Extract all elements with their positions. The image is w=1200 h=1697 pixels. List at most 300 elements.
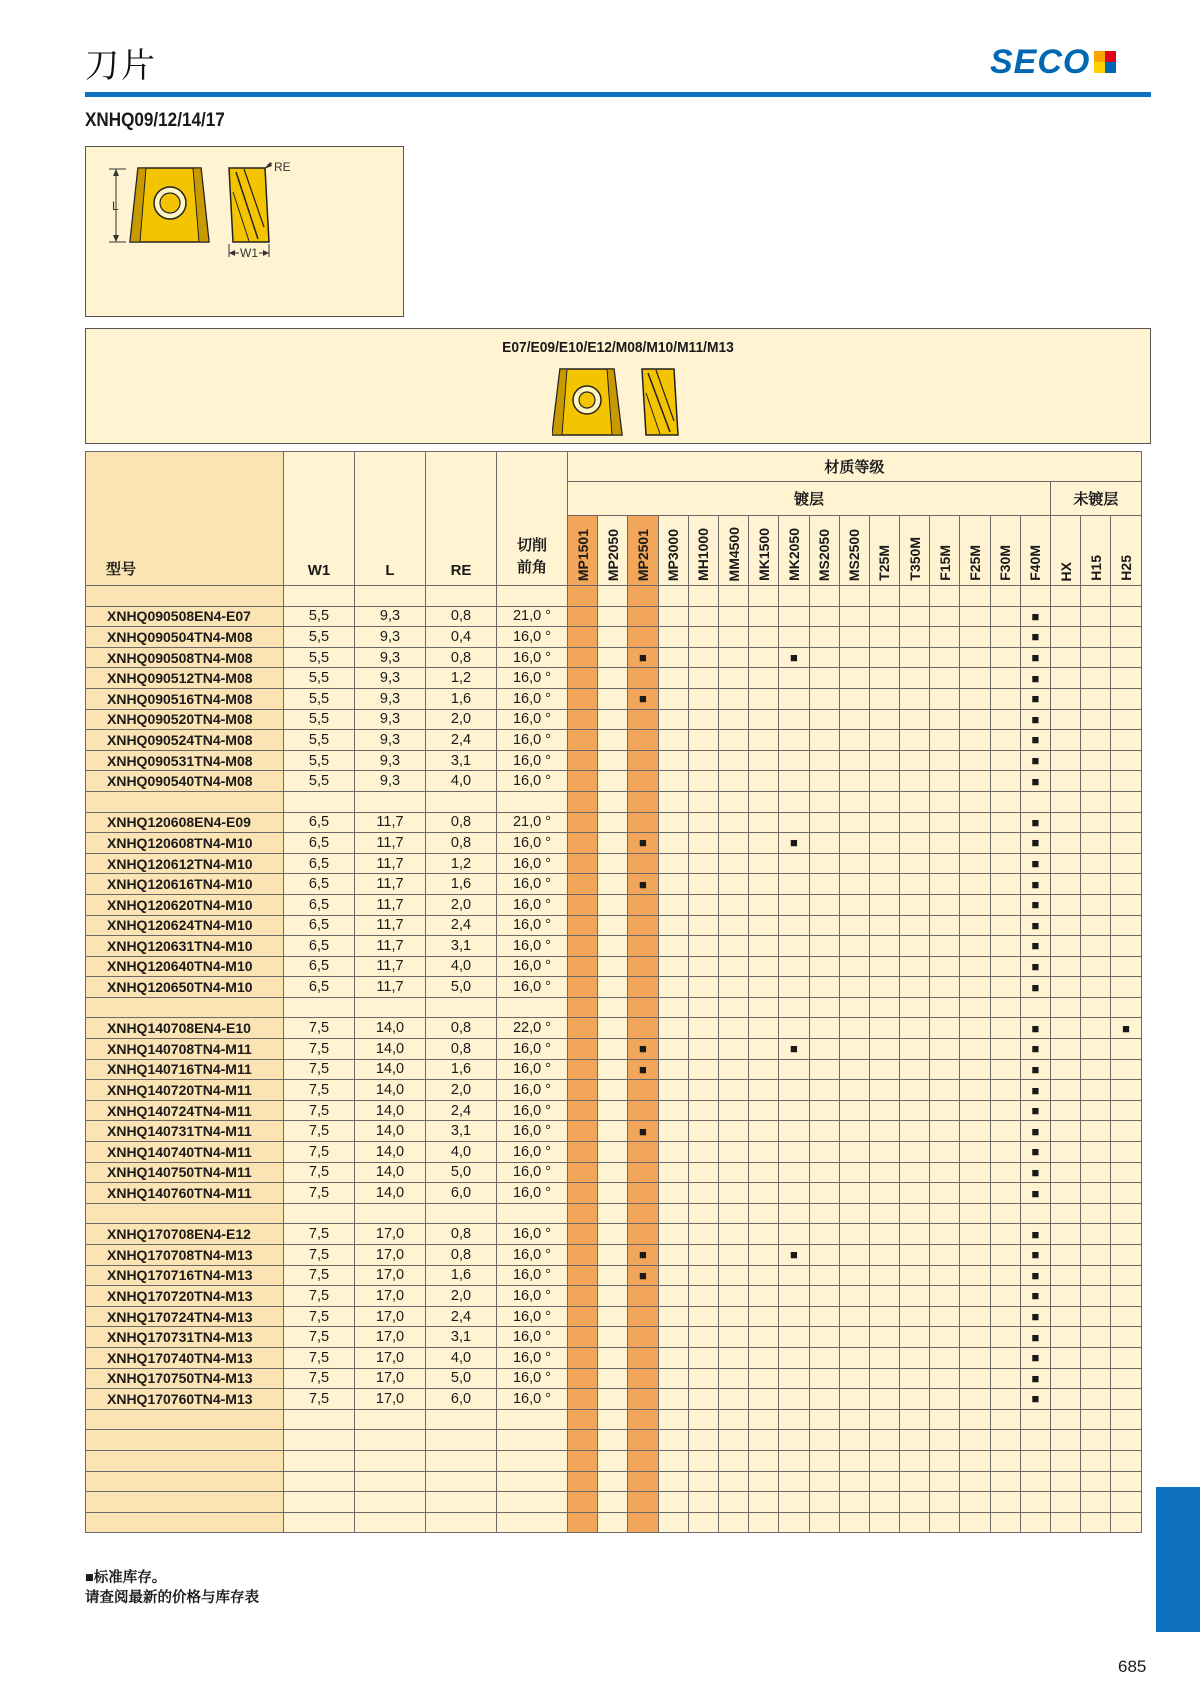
grade-cell xyxy=(900,1327,930,1348)
grade-cell xyxy=(568,915,598,936)
cell-model: XNHQ170731TN4-M13 xyxy=(86,1327,284,1348)
grade-cell xyxy=(990,647,1020,668)
grade-cell xyxy=(1051,606,1081,627)
grade-cell xyxy=(990,956,1020,977)
grade-cell xyxy=(930,771,960,792)
grade-cell xyxy=(628,1430,658,1451)
grade-cell xyxy=(779,1471,809,1492)
cell-model: XNHQ140708TN4-M11 xyxy=(86,1039,284,1060)
grade-cell xyxy=(779,1450,809,1471)
grade-cell xyxy=(900,1430,930,1451)
insert-grade-table xyxy=(85,451,1142,1533)
grade-cell xyxy=(1051,997,1081,1018)
cell-l: 17,0 xyxy=(355,1368,426,1389)
grade-cell xyxy=(568,688,598,709)
grade-cell xyxy=(749,874,779,895)
cell-l: 17,0 xyxy=(355,1265,426,1286)
grade-cell xyxy=(749,1245,779,1266)
grade-cell xyxy=(718,1059,748,1080)
stock-marker-mp2501: ■ xyxy=(628,1039,658,1060)
grade-cell xyxy=(688,1018,718,1039)
grade-cell xyxy=(839,1347,869,1368)
grade-cell xyxy=(688,586,718,607)
grade-cell xyxy=(598,1265,628,1286)
grade-cell xyxy=(658,997,688,1018)
grade-cell xyxy=(1111,1203,1141,1224)
grade-cell xyxy=(1051,1389,1081,1410)
grade-cell xyxy=(809,606,839,627)
grade-cell xyxy=(869,1368,899,1389)
grade-cell xyxy=(1051,1142,1081,1163)
grade-cell xyxy=(1020,1512,1050,1533)
grade-cell xyxy=(628,668,658,689)
grade-cell xyxy=(900,977,930,998)
grade-cell xyxy=(839,688,869,709)
cell-re: 2,0 xyxy=(426,1080,497,1101)
grade-cell xyxy=(688,1471,718,1492)
grade-cell xyxy=(839,915,869,936)
cell-model: XNHQ120608TN4-M10 xyxy=(86,833,284,854)
grade-cell xyxy=(688,1080,718,1101)
grade-cell xyxy=(598,977,628,998)
grade-cell xyxy=(718,1306,748,1327)
cell-empty xyxy=(497,791,568,812)
grade-cell xyxy=(1051,1224,1081,1245)
stock-marker-f40m: ■ xyxy=(1020,1327,1050,1348)
grade-cell xyxy=(1111,977,1141,998)
table-row xyxy=(86,1183,1142,1204)
grade-cell xyxy=(1081,586,1111,607)
grade-cell xyxy=(990,606,1020,627)
table-row xyxy=(86,606,1142,627)
grade-cell xyxy=(839,1389,869,1410)
stock-marker-f40m: ■ xyxy=(1020,750,1050,771)
grade-cell xyxy=(628,1183,658,1204)
grade-cell xyxy=(1081,1203,1111,1224)
grade-cell xyxy=(1020,1450,1050,1471)
grade-cell xyxy=(658,688,688,709)
cell-w1: 7,5 xyxy=(284,1100,355,1121)
grade-cell xyxy=(749,997,779,1018)
grade-cell xyxy=(749,627,779,648)
grade-cell xyxy=(930,688,960,709)
cell-l: 9,3 xyxy=(355,688,426,709)
grade-cell xyxy=(930,833,960,854)
cell-model: XNHQ090504TN4-M08 xyxy=(86,627,284,648)
grade-cell xyxy=(809,1162,839,1183)
stock-marker-f40m: ■ xyxy=(1020,606,1050,627)
grade-cell xyxy=(900,647,930,668)
grade-cell xyxy=(598,647,628,668)
grade-cell xyxy=(809,1327,839,1348)
grade-cell xyxy=(718,956,748,977)
grade-cell xyxy=(628,1512,658,1533)
grade-cell xyxy=(749,1389,779,1410)
grade-cell xyxy=(869,853,899,874)
grade-cell xyxy=(718,1347,748,1368)
grade-cell xyxy=(1081,812,1111,833)
cell-angle: 16,0 ° xyxy=(497,1121,568,1142)
stock-marker-f40m: ■ xyxy=(1020,1245,1050,1266)
grade-cell xyxy=(1081,956,1111,977)
stock-legend: ■标准库存。 xyxy=(85,1570,167,1586)
grade-cell xyxy=(598,1389,628,1410)
insert-dimension-diagram xyxy=(85,146,404,317)
grade-cell xyxy=(628,1389,658,1410)
cell-w1: 7,5 xyxy=(284,1059,355,1080)
grade-cell xyxy=(1051,1203,1081,1224)
grade-cell xyxy=(749,688,779,709)
grade-cell xyxy=(839,627,869,648)
grade-cell xyxy=(658,812,688,833)
grade-cell xyxy=(749,1121,779,1142)
grade-cell xyxy=(628,771,658,792)
grade-cell xyxy=(990,1121,1020,1142)
cell-l: 17,0 xyxy=(355,1389,426,1410)
grade-cell xyxy=(900,1286,930,1307)
grade-cell xyxy=(900,1512,930,1533)
grade-cell xyxy=(749,956,779,977)
grade-cell xyxy=(990,668,1020,689)
grade-cell xyxy=(1111,936,1141,957)
table-row xyxy=(86,1162,1142,1183)
grade-cell xyxy=(990,1142,1020,1163)
grade-cell xyxy=(839,1203,869,1224)
cell-w1: 7,5 xyxy=(284,1183,355,1204)
grade-cell xyxy=(1081,853,1111,874)
grade-cell xyxy=(658,709,688,730)
grade-cell xyxy=(658,1142,688,1163)
grade-cell xyxy=(839,668,869,689)
grade-cell xyxy=(839,1512,869,1533)
grade-cell xyxy=(628,730,658,751)
grade-cell xyxy=(960,915,990,936)
grade-cell xyxy=(658,1389,688,1410)
cell-empty xyxy=(426,586,497,607)
grade-cell xyxy=(930,668,960,689)
cell-w1: 7,5 xyxy=(284,1018,355,1039)
grade-cell xyxy=(1051,688,1081,709)
stock-marker-f40m: ■ xyxy=(1020,1059,1050,1080)
cell-angle: 16,0 ° xyxy=(497,1389,568,1410)
grade-cell xyxy=(1081,606,1111,627)
grade-cell xyxy=(1111,1080,1141,1101)
cell-empty xyxy=(284,1430,355,1451)
grade-cell xyxy=(598,1245,628,1266)
grade-cell xyxy=(749,1471,779,1492)
cell-re: 0,8 xyxy=(426,1245,497,1266)
grade-cell xyxy=(960,1471,990,1492)
grade-header-hx xyxy=(1051,516,1081,586)
grade-header-ms2050 xyxy=(809,516,839,586)
grade-cell xyxy=(1081,1286,1111,1307)
grade-cell xyxy=(718,750,748,771)
table-row xyxy=(86,709,1142,730)
cell-empty xyxy=(355,586,426,607)
cell-angle: 16,0 ° xyxy=(497,709,568,730)
grade-cell xyxy=(839,1183,869,1204)
grade-cell xyxy=(568,1306,598,1327)
grade-cell xyxy=(839,586,869,607)
grade-cell xyxy=(1081,1430,1111,1451)
grade-cell xyxy=(779,730,809,751)
grade-cell xyxy=(869,730,899,751)
grade-cell xyxy=(809,915,839,936)
grade-label: F15M xyxy=(936,545,953,581)
grade-cell xyxy=(1051,1430,1081,1451)
material-grade-header: 材质等级 xyxy=(568,452,1142,482)
grade-cell xyxy=(1051,1286,1081,1307)
cell-model: XNHQ140708EN4-E10 xyxy=(86,1018,284,1039)
grade-cell xyxy=(900,1018,930,1039)
grade-cell xyxy=(809,730,839,751)
cell-empty xyxy=(497,1430,568,1451)
table-row xyxy=(86,668,1142,689)
grade-cell xyxy=(749,1492,779,1513)
grade-cell xyxy=(598,1512,628,1533)
grade-cell xyxy=(839,1327,869,1348)
grade-cell xyxy=(1111,1059,1141,1080)
grade-cell xyxy=(749,730,779,751)
grade-cell xyxy=(598,1183,628,1204)
cell-l: 14,0 xyxy=(355,1183,426,1204)
grade-cell xyxy=(960,1245,990,1266)
grade-cell xyxy=(718,894,748,915)
grade-cell xyxy=(598,1492,628,1513)
grade-cell xyxy=(749,936,779,957)
grade-cell xyxy=(869,627,899,648)
table-row xyxy=(86,1224,1142,1245)
grade-cell xyxy=(1081,1265,1111,1286)
grade-cell xyxy=(839,1224,869,1245)
grade-cell xyxy=(900,1224,930,1245)
cell-w1: 5,5 xyxy=(284,627,355,648)
grade-cell xyxy=(718,771,748,792)
table-row xyxy=(86,627,1142,648)
cell-l: 9,3 xyxy=(355,627,426,648)
table-row xyxy=(86,853,1142,874)
grade-cell xyxy=(598,1306,628,1327)
grade-cell xyxy=(598,750,628,771)
stock-marker-f40m: ■ xyxy=(1020,874,1050,895)
grade-cell xyxy=(930,936,960,957)
stock-marker-mk2050: ■ xyxy=(779,833,809,854)
grade-cell xyxy=(869,750,899,771)
grade-cell xyxy=(749,1203,779,1224)
cell-w1: 7,5 xyxy=(284,1286,355,1307)
grade-cell xyxy=(718,1162,748,1183)
grade-cell xyxy=(930,1183,960,1204)
grade-cell xyxy=(1111,1450,1141,1471)
grade-cell xyxy=(598,874,628,895)
cell-re: 3,1 xyxy=(426,1121,497,1142)
grade-cell xyxy=(598,1347,628,1368)
grade-cell xyxy=(598,668,628,689)
grade-cell xyxy=(688,750,718,771)
grade-cell xyxy=(839,1368,869,1389)
stock-marker-f40m: ■ xyxy=(1020,668,1050,689)
stock-marker-f40m: ■ xyxy=(1020,915,1050,936)
grade-cell xyxy=(658,1347,688,1368)
grade-cell xyxy=(869,956,899,977)
grade-cell xyxy=(990,1080,1020,1101)
grade-cell xyxy=(688,627,718,648)
stock-marker-f40m: ■ xyxy=(1020,1183,1050,1204)
stock-marker-f40m: ■ xyxy=(1020,1368,1050,1389)
cell-w1: 6,5 xyxy=(284,936,355,957)
grade-cell xyxy=(930,1203,960,1224)
grade-cell xyxy=(809,1471,839,1492)
grade-cell xyxy=(749,709,779,730)
grade-cell xyxy=(1051,1121,1081,1142)
grade-cell xyxy=(718,936,748,957)
grade-cell xyxy=(658,1224,688,1245)
grade-cell xyxy=(718,668,748,689)
grade-cell xyxy=(718,1183,748,1204)
grade-cell xyxy=(598,956,628,977)
grade-cell xyxy=(1111,647,1141,668)
cell-angle: 16,0 ° xyxy=(497,1142,568,1163)
grade-cell xyxy=(900,1080,930,1101)
cell-angle: 16,0 ° xyxy=(497,1327,568,1348)
cell-angle: 16,0 ° xyxy=(497,936,568,957)
grade-cell xyxy=(658,1368,688,1389)
stock-marker-f40m: ■ xyxy=(1020,1347,1050,1368)
grade-cell xyxy=(1081,647,1111,668)
stock-marker-f40m: ■ xyxy=(1020,709,1050,730)
cell-re: 0,8 xyxy=(426,606,497,627)
grade-cell xyxy=(869,1224,899,1245)
grade-cell xyxy=(749,1347,779,1368)
grade-cell xyxy=(568,1142,598,1163)
col-header-w1: W1 xyxy=(284,452,355,586)
grade-cell xyxy=(658,915,688,936)
cell-re: 4,0 xyxy=(426,1142,497,1163)
grade-cell xyxy=(990,586,1020,607)
cell-re: 0,8 xyxy=(426,1018,497,1039)
grade-cell xyxy=(960,812,990,833)
grade-cell xyxy=(839,1450,869,1471)
grade-header-mp2050 xyxy=(598,516,628,586)
grade-cell xyxy=(990,1286,1020,1307)
price-note: 请查阅最新的价格与库存表 xyxy=(85,1590,259,1606)
grade-cell xyxy=(869,1100,899,1121)
grade-cell xyxy=(900,1039,930,1060)
grade-cell xyxy=(869,586,899,607)
grade-cell xyxy=(658,1450,688,1471)
grade-cell xyxy=(568,647,598,668)
grade-cell xyxy=(1081,1409,1111,1430)
grade-cell xyxy=(779,1306,809,1327)
grade-cell xyxy=(688,1224,718,1245)
cell-w1: 5,5 xyxy=(284,709,355,730)
cell-re: 4,0 xyxy=(426,771,497,792)
grade-cell xyxy=(568,997,598,1018)
table-row xyxy=(86,936,1142,957)
grade-cell xyxy=(779,1224,809,1245)
grade-cell xyxy=(1081,894,1111,915)
grade-cell xyxy=(960,1450,990,1471)
grade-cell xyxy=(628,977,658,998)
grade-cell xyxy=(990,936,1020,957)
grade-cell xyxy=(718,1286,748,1307)
uncoated-header: 未镀层 xyxy=(1051,482,1142,516)
grade-cell xyxy=(749,1368,779,1389)
grade-cell xyxy=(749,812,779,833)
grade-cell xyxy=(900,812,930,833)
footer-note xyxy=(85,1568,259,1608)
spacer-row xyxy=(86,791,1142,812)
grade-header-mp2501 xyxy=(628,516,658,586)
cell-re: 2,4 xyxy=(426,1100,497,1121)
grade-cell xyxy=(900,709,930,730)
grade-cell xyxy=(598,791,628,812)
grade-cell xyxy=(749,606,779,627)
cell-model: XNHQ170708EN4-E12 xyxy=(86,1224,284,1245)
grade-header-mh1000 xyxy=(688,516,718,586)
grade-cell xyxy=(990,1450,1020,1471)
grade-cell xyxy=(568,668,598,689)
grade-cell xyxy=(779,1327,809,1348)
grade-cell xyxy=(779,1512,809,1533)
grade-cell xyxy=(658,977,688,998)
grade-header-mp1501 xyxy=(568,516,598,586)
grade-cell xyxy=(749,915,779,936)
grade-cell xyxy=(628,853,658,874)
grade-label: MH1000 xyxy=(695,528,712,581)
grade-cell xyxy=(1051,750,1081,771)
grade-cell xyxy=(628,894,658,915)
grade-cell xyxy=(809,1018,839,1039)
grade-cell xyxy=(779,1183,809,1204)
cell-w1: 7,5 xyxy=(284,1162,355,1183)
stock-marker-f40m: ■ xyxy=(1020,1100,1050,1121)
grade-cell xyxy=(749,1512,779,1533)
cell-empty xyxy=(86,1430,284,1451)
grade-cell xyxy=(839,874,869,895)
table-row xyxy=(86,833,1142,854)
grade-cell xyxy=(869,1162,899,1183)
grade-cell xyxy=(869,1142,899,1163)
grade-header-mk2050 xyxy=(779,516,809,586)
grade-cell xyxy=(688,1039,718,1060)
grade-cell xyxy=(930,1492,960,1513)
grade-cell xyxy=(1051,1409,1081,1430)
grade-cell xyxy=(930,1389,960,1410)
table-row xyxy=(86,956,1142,977)
grade-cell xyxy=(718,1121,748,1142)
grade-cell xyxy=(688,915,718,936)
grade-cell xyxy=(658,791,688,812)
grade-cell xyxy=(779,1100,809,1121)
grade-cell xyxy=(749,1100,779,1121)
grade-cell xyxy=(869,1183,899,1204)
grade-cell xyxy=(598,894,628,915)
grade-cell xyxy=(749,1039,779,1060)
grade-cell xyxy=(839,647,869,668)
cell-l: 17,0 xyxy=(355,1347,426,1368)
grade-cell xyxy=(658,956,688,977)
cell-angle: 16,0 ° xyxy=(497,1162,568,1183)
grade-cell xyxy=(628,1142,658,1163)
grade-cell xyxy=(688,894,718,915)
grade-cell xyxy=(869,812,899,833)
grade-cell xyxy=(598,606,628,627)
stock-marker-f40m: ■ xyxy=(1020,627,1050,648)
grade-cell xyxy=(598,688,628,709)
grade-cell xyxy=(1111,1306,1141,1327)
grade-cell xyxy=(688,730,718,751)
